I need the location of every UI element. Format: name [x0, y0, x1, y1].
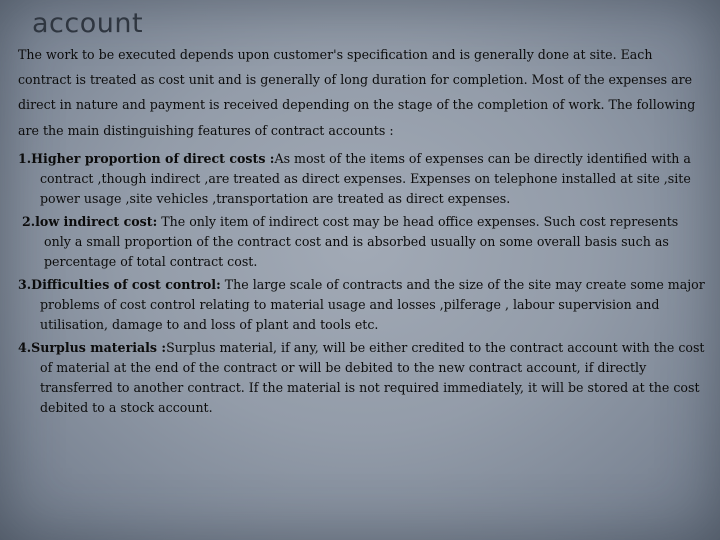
feature-text: The only item of indirect cost may be head office expenses. Such cost represents only a small proportion of the contract cost and is absorbed usually on some overall basis such as percentage of total contract cost. [44, 213, 679, 269]
feature-heading: 2.low indirect cost: [22, 213, 158, 229]
slide-title: account [32, 8, 144, 39]
intro-paragraph: The work to be executed depends upon customer's specification and is generally done at site. Each contract is treated as cost unit and is generally of long duration for completion. Most of the expenses are direct in nature and payment is received depending on the stage of the completion of work. The following are the main distinguishing features of contract accounts : [18, 47, 696, 138]
feature-item [22, 212, 708, 272]
feature-text: As most of the items of expenses can be directly identified with a contract ,though indirect ,are treated as direct expenses. Expenses on telephone installed at site ,site power usage ,site vehicles ,transportation are treated as direct expenses. [40, 150, 691, 206]
feature-item [18, 275, 708, 335]
slide-body [18, 42, 708, 418]
feature-heading: 1.Higher proportion of direct costs : [18, 150, 275, 166]
feature-text: The large scale of contracts and the size of the site may create some major problems of cost control relating to material usage and losses ,pilferage , labour supervision and utilisation, damage to and loss of plant and tools etc. [40, 276, 705, 332]
feature-text: Surplus material, if any, will be either credited to the contract account with the cost of material at the end of the contract or will be debited to the new contract account, if directly transferred to another contract. If the material is not required immediately, it will be stored at the cost debited to a stock account. [40, 339, 705, 415]
feature-heading: 3.Difficulties of cost control: [18, 276, 221, 292]
feature-list [18, 149, 708, 418]
feature-heading: 4.Surplus materials : [18, 339, 167, 355]
feature-item [18, 338, 708, 418]
feature-item [18, 149, 708, 209]
